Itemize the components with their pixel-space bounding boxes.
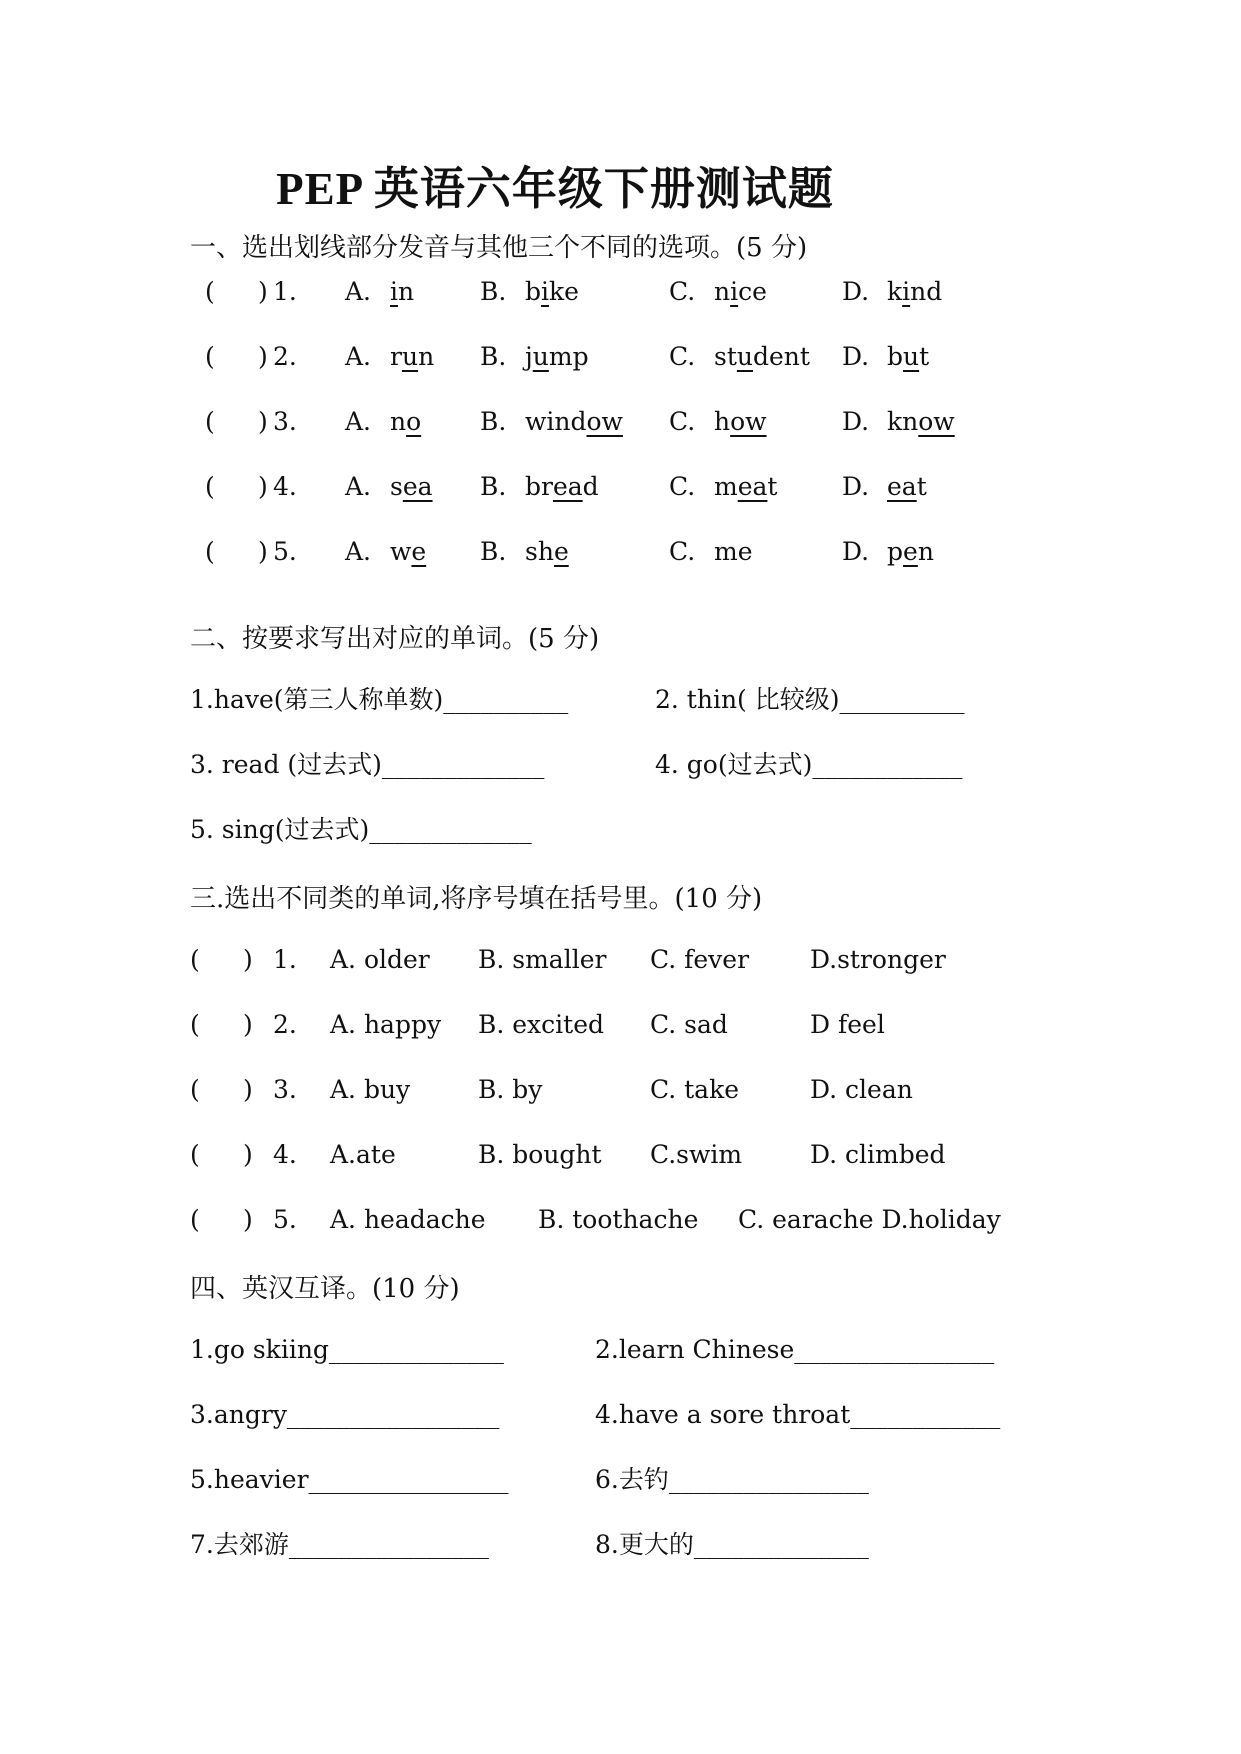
underlined-letters: u [401, 342, 419, 371]
option-label: A. [345, 277, 372, 306]
question-number: 5. [273, 1205, 297, 1234]
option-d: D. clean [810, 1075, 913, 1104]
answer-bracket-close: ) [258, 407, 268, 436]
option-a: A. headache [330, 1205, 486, 1234]
word-part: n [917, 537, 934, 566]
option-word [714, 337, 810, 377]
question-number: 4. [273, 1140, 297, 1169]
option-b: B. bought [478, 1140, 602, 1169]
question-number: 5. [273, 537, 297, 566]
word-part: k [887, 277, 903, 306]
word-part: me [714, 537, 753, 566]
word-part: mp [548, 342, 589, 371]
s3-question-row [0, 1070, 1241, 1110]
option-word [714, 467, 777, 507]
underlined-letters: e [553, 537, 569, 566]
option-label: D. [842, 342, 870, 371]
option-word [887, 402, 955, 442]
section-1-heading: 一、选出划线部分发音与其他三个不同的选项。(5 分) [190, 233, 808, 263]
word-part: n [398, 277, 415, 306]
s4-question-row [0, 1525, 1241, 1565]
word-part: st [714, 342, 737, 371]
answer-bracket-open: ( [190, 1205, 200, 1234]
option-word [525, 467, 599, 507]
question-number: 3. [273, 1075, 297, 1104]
answer-bracket-open: ( [205, 537, 215, 566]
option-c: C. fever [650, 945, 750, 974]
underlined-letters: ea [887, 472, 917, 501]
fill-in-item: 3. read (过去式)_____________ [190, 750, 545, 779]
answer-bracket-open: ( [205, 342, 215, 371]
underlined-letters: u [532, 342, 549, 371]
option-label: B. [480, 342, 507, 371]
s3-question-row [0, 1005, 1241, 1045]
s4-question-row [0, 1460, 1241, 1500]
answer-bracket-open: ( [190, 1140, 200, 1169]
answer-bracket-open: ( [205, 407, 215, 436]
word-part: sh [525, 537, 554, 566]
option-word [390, 272, 414, 312]
word-part: wind [525, 407, 587, 436]
underlined-letters: i [902, 277, 911, 306]
option-word [887, 467, 927, 507]
answer-bracket-close: ) [243, 1010, 253, 1039]
word-part: t [767, 472, 778, 501]
option-label: D. [842, 537, 870, 566]
option-label: B. [480, 537, 507, 566]
option-label: C. [669, 342, 696, 371]
option-label: B. [480, 277, 507, 306]
answer-bracket-open: ( [190, 945, 200, 974]
option-label: A. [345, 342, 372, 371]
option-a: A. buy [330, 1075, 411, 1104]
option-d: D feel [810, 1010, 885, 1039]
word-part: b [525, 277, 542, 306]
word-part: ke [549, 277, 579, 306]
option-word [390, 532, 426, 572]
answer-bracket-close: ) [258, 342, 268, 371]
translation-item: 7.去郊游________________ [190, 1530, 489, 1559]
option-word [525, 272, 579, 312]
underlined-letters: ea [552, 472, 583, 501]
s3-question-row [0, 1200, 1241, 1240]
section-3-heading: 三.选出不同类的单词,将序号填在括号里。(10 分) [190, 884, 763, 914]
option-word [887, 272, 942, 312]
word-part: h [714, 407, 731, 436]
underlined-letters: ea [737, 472, 768, 501]
word-part: s [390, 472, 403, 501]
s1-question-row [0, 532, 1241, 572]
option-label: D. [842, 407, 870, 436]
word-part: w [390, 537, 412, 566]
underlined-letters: i [730, 277, 739, 306]
option-label: D. [842, 277, 870, 306]
option-word [887, 337, 929, 377]
word-part: n [390, 407, 407, 436]
word-part: m [714, 472, 738, 501]
translation-item: 6.去钓________________ [595, 1465, 869, 1494]
section-4-heading: 四、英汉互译。(10 分) [190, 1274, 460, 1304]
option-label: C. [669, 407, 696, 436]
option-c: C. sad [650, 1010, 728, 1039]
answer-bracket-close: ) [258, 277, 268, 306]
s3-question-row [0, 1135, 1241, 1175]
option-label: C. [669, 537, 696, 566]
underlined-letters: ow [918, 407, 955, 436]
option-word [390, 402, 421, 442]
word-part: j [525, 342, 533, 371]
option-label: B. [480, 472, 507, 501]
option-label: B. [480, 407, 507, 436]
word-part: r [390, 342, 402, 371]
word-part: n [714, 277, 731, 306]
word-part: p [887, 537, 904, 566]
answer-bracket-close: ) [258, 537, 268, 566]
s1-question-row [0, 272, 1241, 312]
option-label: D. [842, 472, 870, 501]
word-part: nd [910, 277, 943, 306]
translation-item: 3.angry_________________ [190, 1400, 500, 1429]
underlined-letters: i [541, 277, 550, 306]
option-label: A. [345, 537, 372, 566]
s4-question-row [0, 1395, 1241, 1435]
word-part: d [582, 472, 599, 501]
option-a: A. happy [330, 1010, 442, 1039]
question-number: 3. [273, 407, 297, 436]
page-title: PEP 英语六年级下册测试题 [276, 164, 834, 214]
answer-bracket-close: ) [243, 945, 253, 974]
question-number: 4. [273, 472, 297, 501]
option-b: B. by [478, 1075, 543, 1104]
word-part: ce [738, 277, 767, 306]
answer-bracket-close: ) [258, 472, 268, 501]
s1-question-row [0, 337, 1241, 377]
word-part: b [887, 342, 904, 371]
option-word [525, 337, 589, 377]
option-word [714, 532, 753, 572]
option-c: C. earache D.holiday [738, 1205, 1001, 1234]
option-d: D. climbed [810, 1140, 946, 1169]
answer-bracket-open: ( [205, 472, 215, 501]
answer-bracket-close: ) [243, 1075, 253, 1104]
s2-question-row [0, 810, 1241, 850]
option-a: A.ate [330, 1140, 396, 1169]
option-d: D.stronger [810, 945, 946, 974]
underlined-letters: u [903, 342, 920, 371]
word-part: t [919, 342, 930, 371]
fill-in-item: 4. go(过去式)____________ [655, 750, 963, 779]
option-word [887, 532, 934, 572]
translation-item: 4.have a sore throat____________ [595, 1400, 1001, 1429]
question-number: 1. [273, 277, 297, 306]
fill-in-item: 2. thin( 比较级)__________ [655, 685, 965, 714]
underlined-letters: e [411, 537, 427, 566]
underlined-letters: ow [730, 407, 767, 436]
underlined-letters: ea [402, 472, 433, 501]
translation-item: 8.更大的______________ [595, 1530, 869, 1559]
option-label: C. [669, 277, 696, 306]
answer-bracket-open: ( [190, 1075, 200, 1104]
s1-question-row [0, 402, 1241, 442]
fill-in-item: 5. sing(过去式)_____________ [190, 815, 532, 844]
option-word [714, 402, 767, 442]
s2-question-row [0, 680, 1241, 720]
option-word [390, 337, 434, 377]
option-label: C. [669, 472, 696, 501]
underlined-letters: ow [586, 407, 623, 436]
word-part: dent [753, 342, 810, 371]
answer-bracket-open: ( [190, 1010, 200, 1039]
question-number: 1. [273, 945, 297, 974]
answer-bracket-open: ( [205, 277, 215, 306]
s3-question-row [0, 940, 1241, 980]
word-part: t [916, 472, 927, 501]
option-b: B. toothache [538, 1205, 699, 1234]
option-c: C. take [650, 1075, 740, 1104]
translation-item: 5.heavier________________ [190, 1465, 509, 1494]
underlined-letters: u [736, 342, 753, 371]
underlined-letters: e [903, 537, 918, 566]
option-word [525, 532, 569, 572]
option-c: C.swim [650, 1140, 743, 1169]
word-part: kn [887, 407, 919, 436]
s4-question-row [0, 1330, 1241, 1370]
word-part: br [525, 472, 553, 501]
fill-in-item: 1.have(第三人称单数)__________ [190, 685, 569, 714]
translation-item: 1.go skiing______________ [190, 1335, 504, 1364]
option-word [714, 272, 767, 312]
s1-question-row [0, 467, 1241, 507]
answer-bracket-close: ) [243, 1140, 253, 1169]
question-number: 2. [273, 342, 297, 371]
word-part: n [418, 342, 435, 371]
option-word [525, 402, 623, 442]
translation-item: 2.learn Chinese________________ [595, 1335, 995, 1364]
option-b: B. smaller [478, 945, 607, 974]
option-b: B. excited [478, 1010, 605, 1039]
option-a: A. older [330, 945, 430, 974]
option-label: A. [345, 472, 372, 501]
underlined-letters: i [390, 277, 398, 306]
option-label: A. [345, 407, 372, 436]
underlined-letters: o [406, 407, 422, 436]
answer-bracket-close: ) [243, 1205, 253, 1234]
question-number: 2. [273, 1010, 297, 1039]
section-2-heading: 二、按要求写出对应的单词。(5 分) [190, 624, 600, 654]
s2-question-row [0, 745, 1241, 785]
option-word [390, 467, 433, 507]
